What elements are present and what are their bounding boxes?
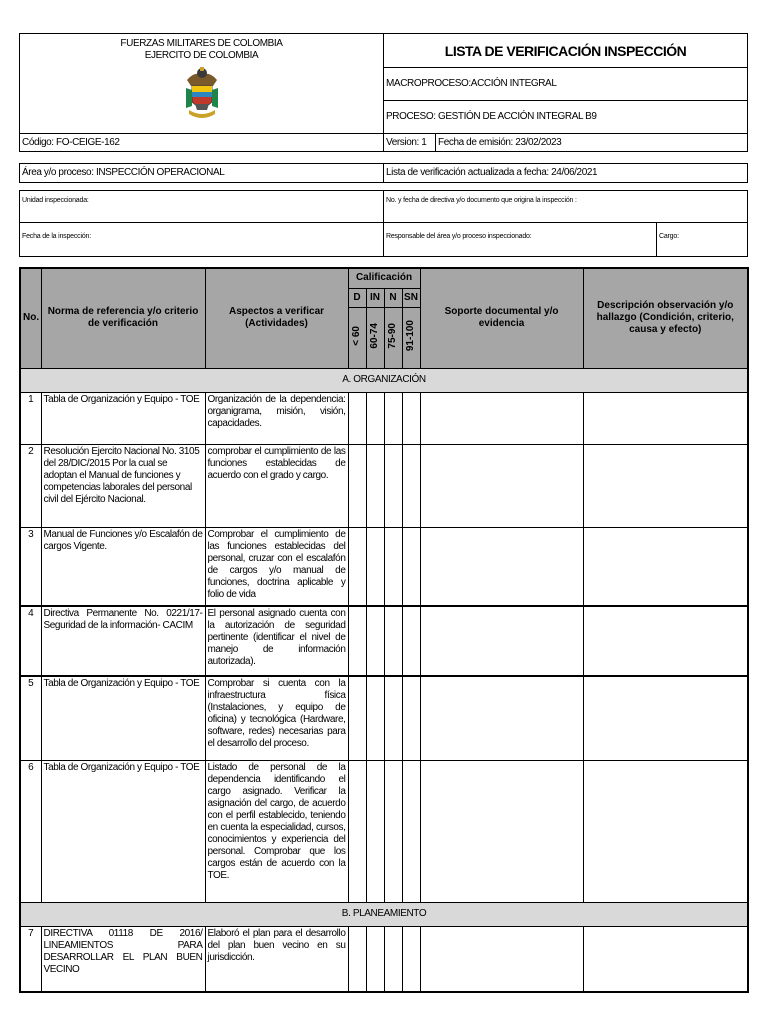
table-row (20, 926, 748, 992)
cal-sn: SN (402, 288, 420, 307)
score-sn-cell[interactable] (402, 444, 420, 527)
score-in-cell[interactable] (366, 676, 384, 760)
row-aspecto: Elaboró el plan para el desarrollo del plan buen vecino en su jurisdicción. (205, 926, 348, 992)
score-sn-cell[interactable] (402, 606, 420, 676)
score-n-cell[interactable] (384, 392, 402, 444)
macroproceso-label: MACROPROCESO:ACCIÓN INTEGRAL (384, 68, 748, 101)
soporte-cell[interactable] (420, 606, 583, 676)
row-norma: Manual de Funciones y/o Escalafón de cargos Vigente. (41, 527, 205, 606)
score-in-cell[interactable] (366, 760, 384, 902)
header-norma: Norma de referencia y/o criterio de verificación (41, 268, 205, 368)
document-header (19, 33, 748, 152)
row-number: 1 (20, 392, 41, 444)
row-number: 4 (20, 606, 41, 676)
army-coat-of-arms-icon (183, 66, 221, 122)
row-number: 2 (20, 444, 41, 527)
score-sn-cell[interactable] (402, 392, 420, 444)
inspection-info (19, 190, 748, 257)
descripcion-cell[interactable] (583, 606, 748, 676)
score-sn-cell[interactable] (402, 527, 420, 606)
score-n-cell[interactable] (384, 926, 402, 992)
row-norma: Tabla de Organización y Equipo - TOE (41, 760, 205, 902)
score-in-cell[interactable] (366, 527, 384, 606)
score-d-cell[interactable] (348, 926, 366, 992)
range-in: 60-74 (369, 322, 380, 349)
table-row (20, 676, 748, 760)
score-n-cell[interactable] (384, 527, 402, 606)
directiva-origen-field[interactable]: No. y fecha de directiva y/o documento que origina la inspección : (384, 191, 748, 223)
header-aspectos: Aspectos a verificar (Actividades) (205, 268, 348, 368)
range-d: < 60 (351, 325, 362, 346)
row-norma: Directiva Permanente No. 0221/17- Seguridad de la información- CACIM (41, 606, 205, 676)
row-aspecto: Listado de personal de la dependencia identificando el cargo asignado. Verificar la asignación del cargo, de acuerdo con el perfil establecido, teniendo en cuenta la especialidad, cursos, conocimientos y experiencia del personal. Comprobar que los cargos están de acuerdo con la TOE. (205, 760, 348, 902)
area-row (19, 163, 748, 183)
document-title: LISTA DE VERIFICACIÓN INSPECCIÓN (384, 34, 748, 68)
soporte-cell[interactable] (420, 444, 583, 527)
row-aspecto: Comprobar el cumplimiento de las funciones establecidas del personal, cruzar con el escalafón de cargos y/o manual de funciones, doctrina aplicable y folio de vida (205, 527, 348, 606)
soporte-cell[interactable] (420, 926, 583, 992)
score-n-cell[interactable] (384, 676, 402, 760)
checklist-table (19, 267, 749, 993)
soporte-cell[interactable] (420, 392, 583, 444)
org-line1: FUERZAS MILITARES DE COLOMBIA (120, 38, 283, 49)
cargo-field[interactable]: Cargo: (657, 223, 748, 257)
version-label: Version: 1 (384, 134, 436, 152)
table-row (20, 392, 748, 444)
header-no: No. (20, 268, 41, 368)
score-in-cell[interactable] (366, 606, 384, 676)
range-sn: 91-100 (405, 319, 416, 352)
table-row (20, 527, 748, 606)
row-number: 6 (20, 760, 41, 902)
score-sn-cell[interactable] (402, 926, 420, 992)
soporte-cell[interactable] (420, 676, 583, 760)
score-d-cell[interactable] (348, 444, 366, 527)
row-number: 3 (20, 527, 41, 606)
soporte-cell[interactable] (420, 527, 583, 606)
table-row (20, 444, 748, 527)
cal-n: N (384, 288, 402, 307)
unidad-inspeccionada-field[interactable]: Unidad inspeccionada: (20, 191, 384, 223)
score-n-cell[interactable] (384, 444, 402, 527)
area-proceso-label: Área y/o proceso: INSPECCIÓN OPERACIONAL (20, 164, 384, 183)
header-soporte: Soporte documental y/o evidencia (420, 268, 583, 368)
fecha-inspeccion-field[interactable]: Fecha de la inspección: (20, 223, 384, 257)
proceso-label: PROCESO: GESTIÓN DE ACCIÓN INTEGRAL B9 (384, 101, 748, 134)
descripcion-cell[interactable] (583, 676, 748, 760)
score-in-cell[interactable] (366, 926, 384, 992)
row-norma: Resolución Ejercito Nacional No. 3105 del 28/DIC/2015 Por la cual se adoptan el Manual de funciones y competencias laborales del personal civil del Ejército Nacional. (41, 444, 205, 527)
score-d-cell[interactable] (348, 676, 366, 760)
score-d-cell[interactable] (348, 606, 366, 676)
descripcion-cell[interactable] (583, 392, 748, 444)
cal-d: D (348, 288, 366, 307)
row-number: 7 (20, 926, 41, 992)
soporte-cell[interactable] (420, 760, 583, 902)
header-calificacion: Calificación (348, 268, 420, 288)
range-n: 75-90 (387, 322, 398, 349)
score-sn-cell[interactable] (402, 760, 420, 902)
organization-cell (20, 34, 384, 134)
descripcion-cell[interactable] (583, 760, 748, 902)
org-line2: EJERCITO DE COLOMBIA (144, 50, 259, 61)
section-planeamiento: B. PLANEAMIENTO (20, 902, 748, 926)
responsable-field[interactable]: Responsable del área y/o proceso inspeccionado: (384, 223, 657, 257)
section-organizacion: A. ORGANIZACIÓN (20, 368, 748, 392)
score-in-cell[interactable] (366, 392, 384, 444)
row-number: 5 (20, 676, 41, 760)
score-sn-cell[interactable] (402, 676, 420, 760)
codigo-label: Código: FO-CEIGE-162 (20, 134, 384, 152)
lista-actualizada-label: Lista de verificación actualizada a fecha: 24/06/2021 (384, 164, 748, 183)
row-aspecto: El personal asignado cuenta con la autorización de seguridad pertinente (identificar el nivel de manejo de información autorizada). (205, 606, 348, 676)
row-aspecto: Organización de la dependencia: organigrama, misión, visión, capacidades. (205, 392, 348, 444)
score-n-cell[interactable] (384, 760, 402, 902)
score-d-cell[interactable] (348, 392, 366, 444)
row-norma: Tabla de Organización y Equipo - TOE (41, 676, 205, 760)
score-n-cell[interactable] (384, 606, 402, 676)
cal-in: IN (366, 288, 384, 307)
table-row (20, 606, 748, 676)
row-norma: Tabla de Organización y Equipo - TOE (41, 392, 205, 444)
score-d-cell[interactable] (348, 760, 366, 902)
descripcion-cell[interactable] (583, 926, 748, 992)
row-aspecto: Comprobar si cuenta con la infraestructura física (Instalaciones, y equipo de oficina) y tecnológica (Hardware, software, redes) necesarias para el desarrollo del proceso. (205, 676, 348, 760)
descripcion-cell[interactable] (583, 444, 748, 527)
fecha-emision-label: Fecha de emisión: 23/02/2023 (436, 134, 748, 152)
descripcion-cell[interactable] (583, 527, 748, 606)
table-row (20, 760, 748, 902)
row-norma: DIRECTIVA 01118 DE 2016/ LINEAMIENTOS PARA DESARROLLAR EL PLAN BUEN VECINO (41, 926, 205, 992)
row-aspecto: comprobar el cumplimiento de las funciones establecidas de acuerdo con el grado y cargo. (205, 444, 348, 527)
score-in-cell[interactable] (366, 444, 384, 527)
score-d-cell[interactable] (348, 527, 366, 606)
header-descripcion: Descripción observación y/o hallazgo (Condición, criterio, causa y efecto) (583, 268, 748, 368)
